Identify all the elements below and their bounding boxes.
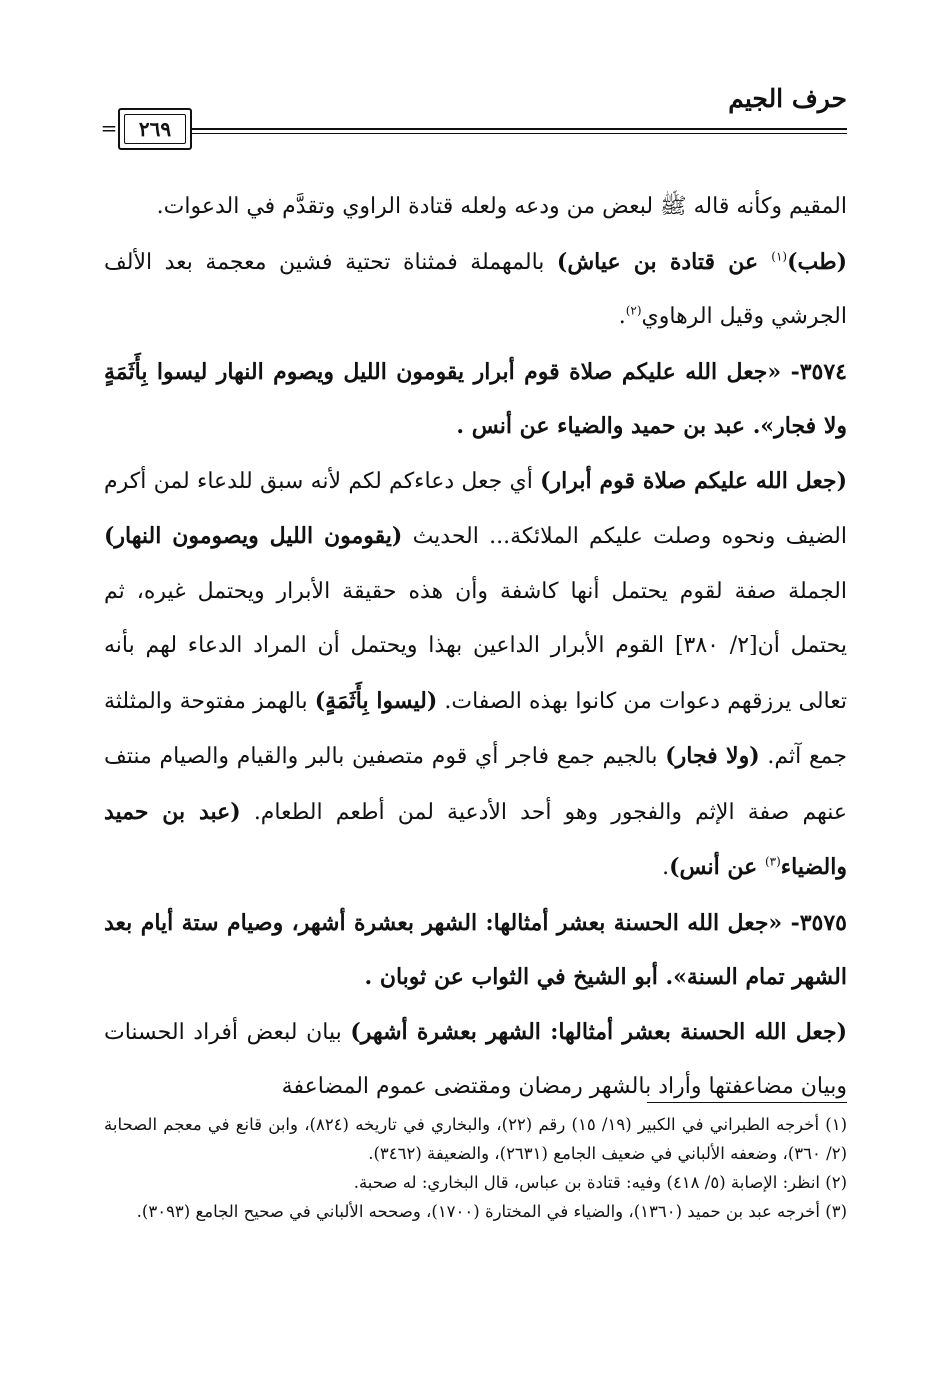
hadith-3575: ٣٥٧٥- «جعل الله الحسنة بعشر أمثالها: الشهر بعشرة أشهر، وصيام ستة أيام بعد الشهر تمام السنة». أبو الشيخ في الثواب عن ثوبان .: [104, 909, 847, 990]
footnote-2: (٢) انظر: الإصابة (٥/ ٤١٨) وفيه: قتادة بن عباس، قال البخاري: له صحبة.: [353, 1173, 847, 1192]
commentary-3574: (جعل الله عليكم صلاة قوم أبرار) أي جعل دعاءكم لكم لأنه سبق للدعاء لمن أكرم الضيف ونحوه وصلت عليكم الملائكة... الحديث (يقومون الليل ويصومون النهار) الجملة صفة لقوم يحتمل أنها كاشفة وأن هذه حقيقة الأبرار ويحتمل غيره، ثم يحتمل أن[٢/ ٣٨٠] القوم الأبرار الداعين بهذا ويحتمل أن المراد الدعاء لهم بأنه تعالى يرزقهم دعوات من كانوا بهذه الصفات. (ليسوا بِأَثَمَةٍ) بالهمز مفتوحة والمثلثة جمع آثم. (ولا فجار) بالجيم جمع فاجر أي قوم متصفين بالبر والقيام والصيام منتف عنهم صفة الإثم والفجور وهو أحد الأدعية لمن أطعم الطعام. (عبد بن حميد والضياء$^{(٣)}$ عن أنس).: [104, 467, 847, 880]
commentary-3575: (جعل الله الحسنة بعشر أمثالها: الشهر بعشرة أشهر) بيان لبعض أفراد الحسنات وبيان مضاعفتها وأراد بالشهر رمضان ومقتضى عموم المضاعفة: [104, 1018, 847, 1099]
footnote-ref-1[interactable]: (١): [771, 249, 788, 264]
chapter-title: حرف الجيم: [728, 84, 847, 113]
page-number-ornament: =: [100, 116, 118, 140]
footnote-divider: [647, 1102, 847, 1103]
paragraph-source: (طب)$^{(١)}$ عن قتادة بن عياش) بالمهملة فمثناة تحتية فشين معجمة بعد الألف الجرشي وقيل الرهاوي$^{(٢)}$.: [104, 248, 848, 329]
page-number-frame: [118, 108, 192, 150]
main-text: [104, 180, 847, 1115]
footnote-1: (١) أخرجه الطبراني في الكبير (١٩/ ١٥) رقم (٢٢)، والبخاري في تاريخه (٨٢٤)، وابن قانع في معجم الصحابة (٢/ ٣٦٠)، وضعفه الألباني في ضعيف الجامع (٢٦٣١)، والضعيفة (٣٤٦٢).: [104, 1115, 847, 1163]
header-rule: [190, 128, 847, 134]
page-number: ٢٦٩: [124, 114, 186, 144]
footnote-ref-2[interactable]: (٢): [625, 303, 642, 318]
footnote-3: (٣) أخرجه عبد بن حميد (١٣٦٠)، والضياء في المختارة (١٧٠٠)، وصححه الألباني في صحيح الجامع (٣٠٩٣).: [136, 1202, 847, 1221]
footnote-ref-3[interactable]: (٣): [764, 854, 781, 869]
paragraph-continuation: المقيم وكأنه قاله ﷺ لبعض من ودعه ولعله قتادة الراوي وتقدَّم في الدعوات.: [156, 194, 847, 219]
hadith-3574: ٣٥٧٤- «جعل الله عليكم صلاة قوم أبرار يقومون الليل ويصوم النهار ليسوا بِأَثَمَةٍ ولا فجار». عبد بن حميد والضياء عن أنس .: [104, 358, 847, 439]
footnotes: [104, 1110, 847, 1226]
